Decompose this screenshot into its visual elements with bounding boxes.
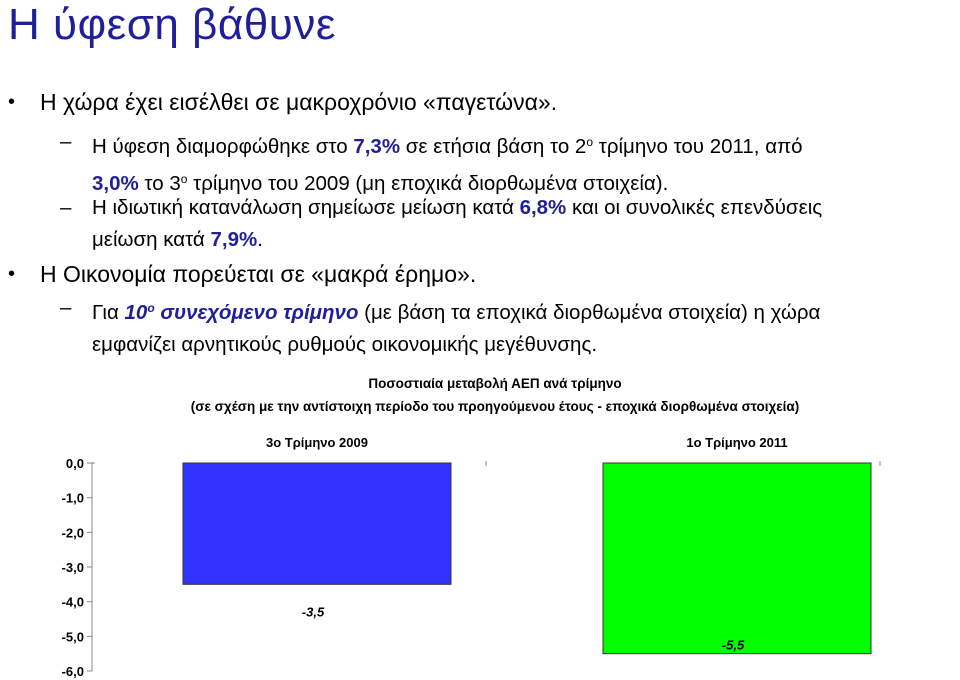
bullet-item — [0, 260, 476, 288]
bullet-text: Η χώρα έχει εισέλθει σε μακροχρόνιο «παγετώνα». — [40, 89, 558, 115]
bar — [603, 463, 871, 654]
chart-marks — [62, 435, 880, 679]
dash-marker: – — [60, 130, 72, 153]
text: σε ετήσια βάση το 2 — [400, 135, 587, 158]
chart-title: Ποσοστιαία μεταβολή ΑΕΠ ανά τρίμηνο — [368, 376, 622, 391]
text: Η ύφεση διαμορφώθηκε στο — [92, 135, 354, 158]
highlight-value: 6,8% — [519, 196, 567, 219]
highlight-value: 3,0% — [92, 172, 139, 195]
data-label: -5,5 — [721, 637, 745, 653]
text: τρίμηνο του 2011, από — [593, 135, 803, 158]
chart-subtitle: (σε σχέση με την αντίστοιχη περίοδο του προηγούμενου έτους - εποχικά διορθωμένα στοιχεία) — [190, 399, 800, 414]
text: και οι συνολικές επενδύσεις — [566, 196, 823, 219]
bar — [183, 463, 451, 584]
bullet-item — [0, 88, 557, 116]
y-tick-label: -2,0 — [61, 525, 84, 541]
highlight-value: 7,3% — [353, 135, 401, 158]
sub-bullet-item — [0, 192, 952, 256]
bullet-text: Η Οικονομία πορεύεται σε «μακρά έρημο». — [40, 261, 477, 287]
category-label: 1ο Τρίμηνο 2011 — [686, 435, 788, 450]
highlight-value: 10 — [124, 301, 148, 324]
text: Η ιδιωτική κατανάλωση σημείωσε μείωση κατά — [92, 196, 520, 219]
text: (με βάση τα εποχικά διορθωμένα στοιχεία) η χώρα — [358, 301, 821, 324]
gdp-bar-chart — [0, 360, 960, 680]
sub-bullet-item — [0, 126, 952, 200]
y-tick-label: -6,0 — [61, 664, 84, 679]
text: το 3 — [138, 172, 181, 195]
superscript: ο — [586, 135, 594, 149]
category-label: 3ο Τρίμηνο 2009 — [266, 435, 368, 450]
text: μείωση κατά — [92, 228, 211, 251]
text: Για — [92, 301, 125, 324]
text: . — [257, 228, 263, 251]
y-tick-label: 0,0 — [65, 456, 84, 471]
dash-marker: – — [60, 196, 72, 219]
y-tick-label: -5,0 — [61, 629, 84, 645]
highlight-value: 7,9% — [210, 228, 258, 251]
y-tick-label: -3,0 — [61, 560, 84, 575]
sub-bullet-item — [0, 292, 952, 361]
text: τρίμηνο του 2009 (μη εποχικά διορθωμένα στοιχεία). — [187, 172, 669, 195]
highlight-text: συνεχόμενο τρίμηνο — [154, 301, 359, 324]
superscript: ο — [147, 301, 155, 315]
text: εμφανίζει αρνητικούς ρυθμούς οικονομικής μεγέθυνσης. — [92, 333, 598, 356]
superscript: ο — [180, 172, 188, 186]
slide-title: Η ύφεση βάθυνε — [8, 0, 336, 49]
dash-marker: – — [60, 296, 72, 319]
data-label: -3,5 — [301, 604, 325, 620]
bullet-dot: • — [8, 91, 16, 113]
y-tick-label: -4,0 — [61, 594, 84, 610]
bullet-dot: • — [8, 263, 16, 285]
y-tick-label: -1,0 — [61, 490, 84, 506]
